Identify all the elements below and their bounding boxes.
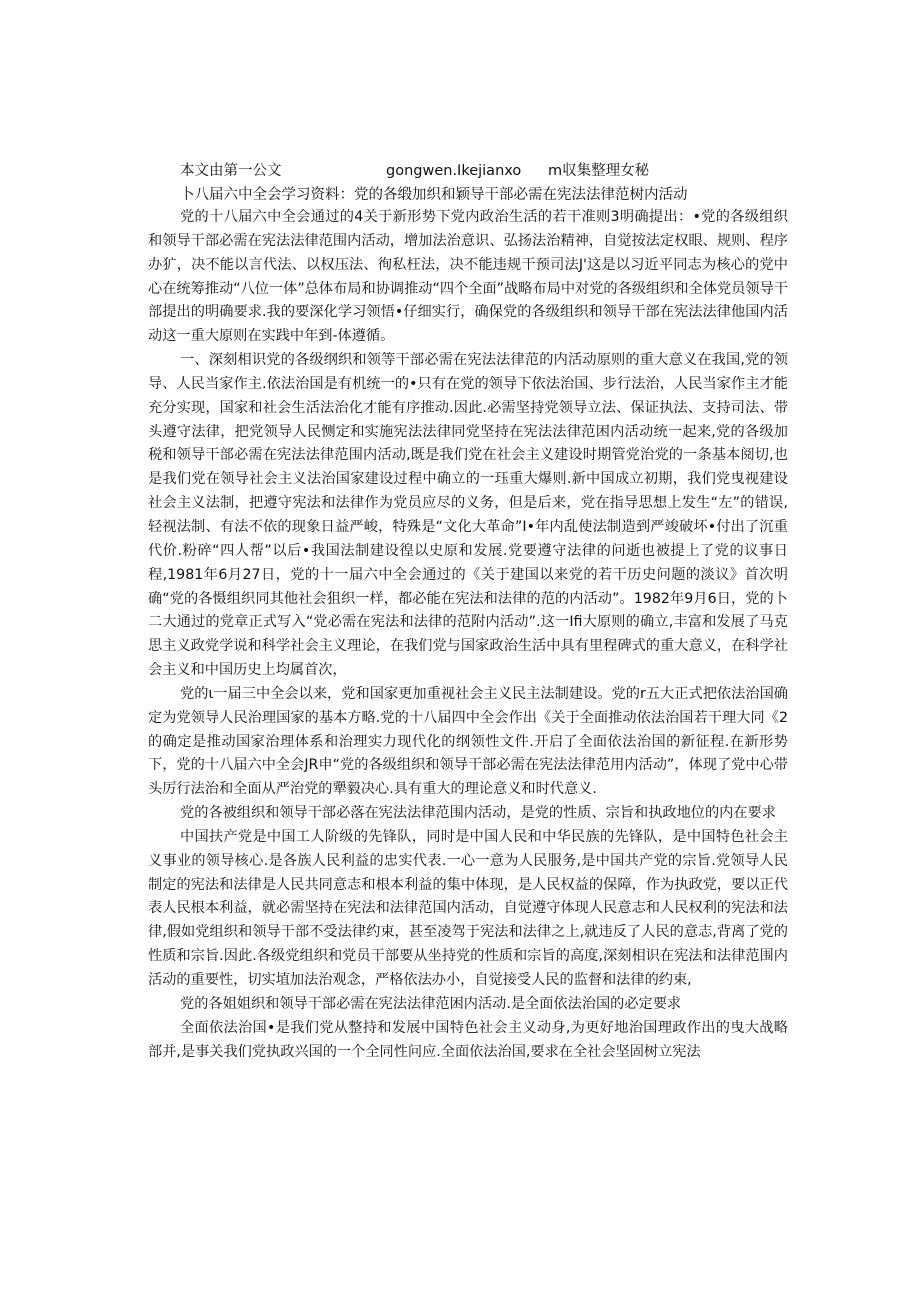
paragraph-5: 中国扶产党是中国工人阶级的先锋队，同时是中国人民和中华民族的先锋队，是中国特色社会主义事业的领导核心.是各族人民利益的忠实代表.一心一意为人民服务,是中国共产党的宗旨.党领导人民制定的宪法和法律是人民共同意志和根本利益的集中体现，是人民权益的保障，作为执政党，要以正代表人民根本利益，就必需坚持在宪法和法律范国内活动，自觉遵守体现人民意志和人民权利的宪法和法律,假如党组织和领导干部不受法律约束，甚至凌驾于宪法和法律之上,就违反了人民的意志,背离了党的性质和宗旨.因此.各级党组织和党员干部要从坐持党的性质和宗旨的高度,深刻相识在宪法和法律范围内活动的重要性，切实埴加法治观念，严格依法办小，自觉接受人民的监督和法律的约束, [148,828,788,988]
paragraph-4-heading: 党的各被组织和领导干部必落在宪法法律范围内活动，是党的性质、宗旨和执政地位的内在要求 [180,805,776,822]
source-text-tail: m収集整理女秘 [548,163,650,179]
source-text: 本文由第一公文 [180,163,282,179]
paragraph-2: 一、深刻相识党的各级纲织和领等干部必需在宪法法律范的内活动原则的重大意义在我国,党的领导、人民当家作主.依法治国是有机统一的•只有在党的领导下依法治国、步行法治，人民当家作主才能充分实现，国家和社会生活法治化才能有序推动.因此.必需坚持党领导立法、保证执法、支持司法、带头遵守法律，把党领导人民恻定和实施宪法法律同党坚持在宪法法律范困内活动统一起来,党的各级加税和领导干部必需在宪法法律范围内活动,既是我们党在社会主义建设时期管党治党的一条基本阅切,也是我们党在领导社会主义法治国家建设过程中确立的一珏重大爆则.新中国成立初期，我们党曳视建设社会主义法制，把遵守宪法和法律作为党员应尽的义务，但是后来，党在指导思想上发生“左”的错误,轻视法制、有法不依的现象日益严峻，特殊是“文化大革命”I•年内乱使法制造到严竣破坏•付出了沉重代价.粉碎“四人帮”以后•我国法制建设徨以史原和发展.党要遵守法律的问逝也被提上了党的议事日程,1981年6月27日，党的十一届六中全会通过的《关于建国以来党的若干历史问题的淡议》首次明确“党的各慑组织同其他社会狙织一样，都必能在宪法和法律的范的内活动”。1982年9月6日，党的卜二大通过的党章正式写入“党必需在宪法和法律的范附内活动”.这一Ifi大原则的确立,丰富和发展了马克思主义政党学说和科学社会主义理论，在我们党与国家政治生活中具有里程碑式的重大意义，在科学社会主义和中国历史上均属首次， [148,352,788,679]
paragraph-3: 党的ι一届三中全会以来，党和国家更加重视社会主义民主法制建设。党的r五大正式把依法治国确定为党领导人民治理国家的基本方略.党的十八届四中全会作出《关于全面推动依法治国若干理大同《2的确定是推动国家治理体系和治理实力现代化的纲领性文件.开启了全面依法治国的新征程.在新形势下，党的十八届六中全会JR申“党的各级组织和领导干部必需在宪法法律范用内活动”，体现了党中心带头厉行法治和全面从严治党的犟毅决心.具有重大的理论意义和时代意义. [148,685,788,798]
paragraph-7: 全面依法治国•是我们党从整持和发展中国特色社会主义动身,为更好地治国理政作出的曳大战略部并,是事关我们党执政兴国的一个全同性问应.全面依法治国,要求在全社会坚固树立宪法 [148,1019,788,1060]
source-line [180,160,780,182]
paragraph-6-heading: 党的各姐姐织和领导干部必需在宪法法律范困内活动.是全面依法治国的必定要求 [180,995,682,1012]
paragraph-1: 党的十八届六中全会通过的4关于新形势下党内政治生活的若干准则3明确提出：•党的各级组织和领导干部必需在宪法法律范围内活动，增加法治意识、弘扬法治精神，自觉按法定权眼、规则、程序办犷，决不能以言代法、以权压法、徇私枉法，决不能违规干预司法J'这是以习近平同志为核心的党中心在统筹推动“八位一体”总体布局和协调推动“四个全面”战略布局中对党的各级组织和全体党员领导干部提出的明确要求.我的要深化学习领悟•仔细实行，确保党的各级组织和领导干部在宪法法律他国内活动这一重大原则在实践中年到-体遵循。 [148,209,788,345]
source-url-part: gongwen.Ikejianxo [386,163,522,179]
document-title: 卜八届六中全会学习资料：党的各缎加织和颖导干部必需在宪法法律范树内活动 [180,187,688,203]
document-body [148,206,788,1064]
